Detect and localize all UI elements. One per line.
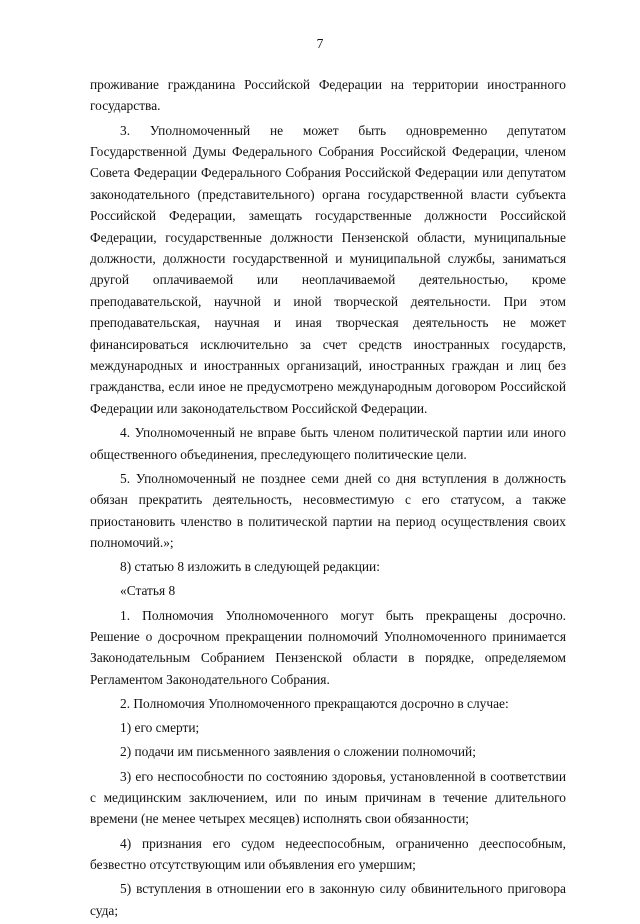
list-item-3: 3) его неспособности по состоянию здоровья, установленной в соответствии с медицинским заключением, или по иным причинам в течение длительного времени (не менее четырех месяцев) исполнять свои обязанности; xyxy=(90,768,566,827)
paragraph-item-5: 5. Уполномоченный не позднее семи дней со дня вступления в должность обязан прекратить деятельность, несовместимую с его статусом, а также приостановить членство в политической партии на период осуществления своих полномочий.»; xyxy=(90,470,566,550)
paragraph-amendment-8: 8) статью 8 изложить в следующей редакции: xyxy=(120,559,380,575)
list-item-2: 2) подачи им письменного заявления о сложении полномочий; xyxy=(120,744,476,760)
paragraph-article-8-part-2: 2. Полномочия Уполномоченного прекращаются досрочно в случае: xyxy=(120,695,509,711)
list-item-5: 5) вступления в отношении его в законную силу обвинительного приговора суда; xyxy=(90,881,566,918)
page-number: 7 xyxy=(316,36,324,51)
paragraph-item-3: 3. Уполномоченный не может быть одновременно депутатом Государственной Думы Федерального Собрания Российской Федерации, членом Совета Федерации Федерального Собрания Российской Федерации или депутатом законодательного (представительного) органа государственной власти субъекта Российской Федерации, замещать государственные должности Российской Федерации, государственные должности Пензенской области, муниципальные должности, должности государственной и муниципальной службы, заниматься другой оплачиваемой или неоплачиваемой деятельностью, кроме преподавательской, научной и иной творческой деятельности. При этом преподавательская, научная и иная творческая деятельность не может финансироваться исключительно за счет средств иностранных государств, международных и иностранных организаций, иностранных граждан и лиц без гражданства, если иное не предусмотрено международным договором Российской Федерации или законодательством Российской Федерации. xyxy=(90,122,566,416)
list-item-4: 4) признания его судом недееспособным, ограниченно дееспособным, безвестно отсутствующим или объявления его умершим; xyxy=(90,835,566,872)
paragraph-item-4: 4. Уполномоченный не вправе быть членом политической партии или иного общественного объединения, преследующего политические цели. xyxy=(90,425,566,462)
paragraph-continuation: проживание гражданина Российской Федерации на территории иностранного государства. xyxy=(90,77,566,114)
document-body xyxy=(90,74,566,924)
article-heading: «Статья 8 xyxy=(120,583,176,599)
list-item-1: 1) его смерти; xyxy=(120,720,200,736)
paragraph-article-8-part-1: 1. Полномочия Уполномоченного могут быть прекращены досрочно. Решение о досрочном прекращении полномочий Уполномоченного принимается Законодательным Собранием Пензенской области в порядке, определяемом Регламентом Законодательного Собрания. xyxy=(90,607,566,687)
